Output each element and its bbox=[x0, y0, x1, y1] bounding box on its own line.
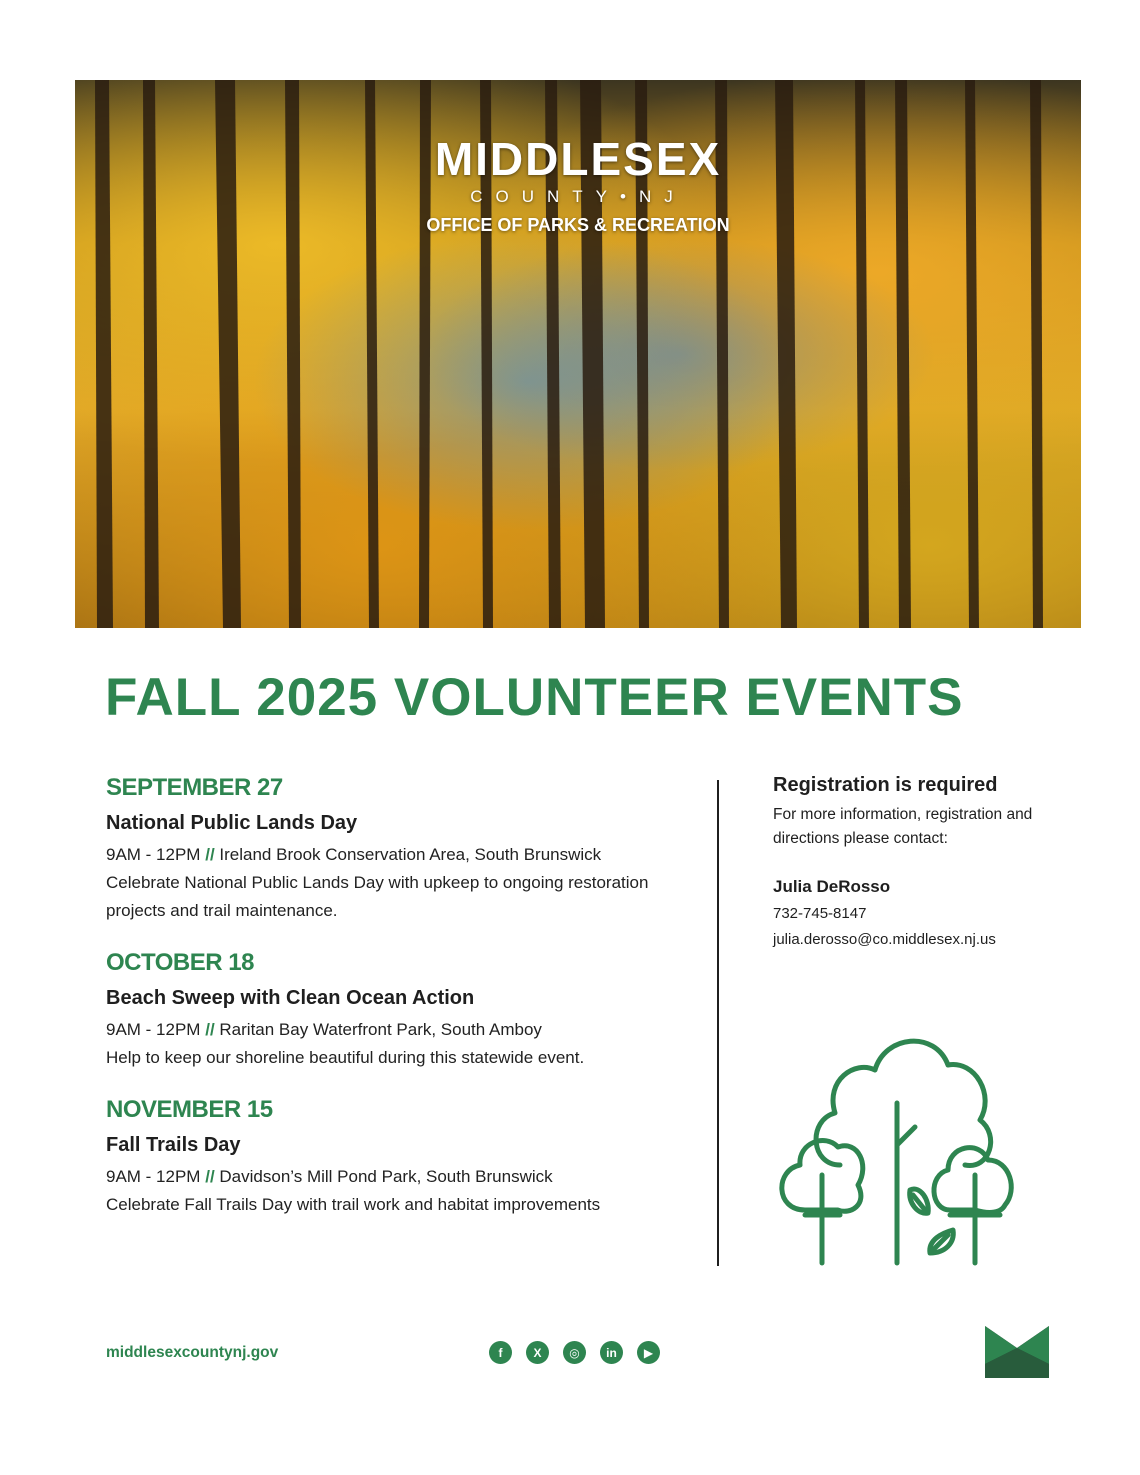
instagram-icon[interactable]: ◎ bbox=[563, 1341, 586, 1364]
events-list bbox=[106, 774, 706, 1243]
event-description: Help to keep our shoreline beautiful during this statewide event. bbox=[106, 1048, 585, 1067]
event-time: 9AM - 12PM bbox=[106, 1167, 201, 1186]
website-link[interactable]: middlesexcountynj.gov bbox=[106, 1344, 279, 1361]
middlesex-brand-mark-icon bbox=[985, 1326, 1049, 1378]
x-icon[interactable]: X bbox=[526, 1341, 549, 1364]
column-divider bbox=[717, 780, 719, 1266]
event-separator: // bbox=[205, 845, 215, 864]
event-time: 9AM - 12PM bbox=[106, 1020, 201, 1039]
hero-forest-photo bbox=[75, 80, 1081, 628]
page-title: FALL 2025 VOLUNTEER EVENTS bbox=[105, 668, 964, 727]
event-separator: // bbox=[205, 1167, 215, 1186]
event-location: Raritan Bay Waterfront Park, South Amboy bbox=[219, 1020, 542, 1039]
contact-panel bbox=[773, 774, 1093, 953]
event-description: Celebrate National Public Lands Day with upkeep to ongoing restoration projects and trail maintenance. bbox=[106, 873, 649, 920]
event-time: 9AM - 12PM bbox=[106, 845, 201, 864]
event-location: Ireland Brook Conservation Area, South Brunswick bbox=[219, 845, 602, 864]
contact-text: For more information, registration and directions please contact: bbox=[773, 806, 1033, 847]
event-date: NOVEMBER 15 bbox=[106, 1096, 273, 1123]
trees-illustration-icon bbox=[770, 1025, 1030, 1270]
event-item bbox=[106, 774, 706, 925]
contact-email[interactable]: julia.derosso@co.middlesex.nj.us bbox=[773, 931, 996, 948]
event-location: Davidson’s Mill Pond Park, South Brunswick bbox=[219, 1167, 553, 1186]
event-item bbox=[106, 949, 706, 1072]
contact-name: Julia DeRosso bbox=[773, 877, 891, 896]
event-description: Celebrate Fall Trails Day with trail work and habitat improvements bbox=[106, 1195, 601, 1214]
office-name: OFFICE OF PARKS & RECREATION bbox=[426, 215, 730, 235]
linkedin-icon[interactable]: in bbox=[600, 1341, 623, 1364]
youtube-icon[interactable]: ▶ bbox=[637, 1341, 660, 1364]
event-time-location bbox=[106, 1016, 706, 1044]
event-time-location bbox=[106, 841, 706, 869]
contact-phone[interactable]: 732-745-8147 bbox=[773, 905, 867, 922]
event-date: OCTOBER 18 bbox=[106, 949, 254, 976]
event-name: Beach Sweep with Clean Ocean Action bbox=[106, 987, 475, 1009]
logo-main-text: MIDDLESEX bbox=[434, 133, 722, 185]
event-time-location bbox=[106, 1163, 706, 1191]
event-separator: // bbox=[205, 1020, 215, 1039]
event-item bbox=[106, 1096, 706, 1219]
logo-sub-text: COUNTY•NJ bbox=[470, 187, 686, 206]
event-name: Fall Trails Day bbox=[106, 1134, 241, 1156]
middlesex-logo bbox=[75, 135, 1081, 236]
event-date: SEPTEMBER 27 bbox=[106, 774, 283, 801]
registration-heading: Registration is required bbox=[773, 774, 998, 796]
facebook-icon[interactable]: f bbox=[489, 1341, 512, 1364]
social-icons bbox=[489, 1341, 660, 1364]
event-name: National Public Lands Day bbox=[106, 812, 358, 834]
